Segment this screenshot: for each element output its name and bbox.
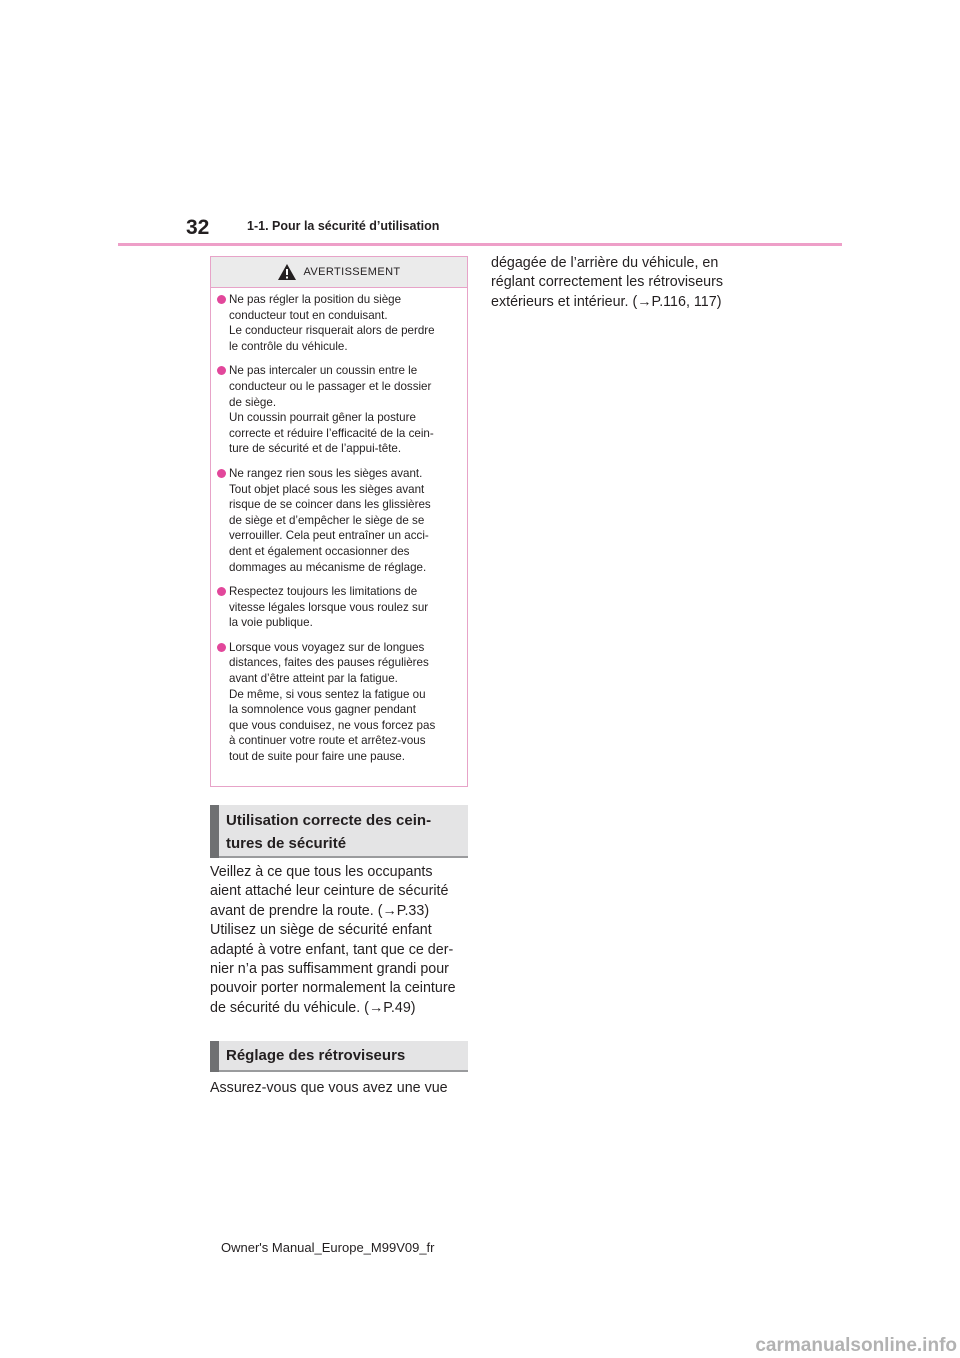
text-line: réglant correctement les rétroviseurs bbox=[491, 274, 724, 291]
warning-line: dommages au mécanisme de réglage. bbox=[229, 560, 427, 574]
warning-item bbox=[217, 640, 467, 765]
warning-line: le contrôle du véhicule. bbox=[229, 339, 348, 353]
warning-line: Lorsque vous voyagez sur de longues bbox=[229, 640, 425, 654]
heading-line: tures de sécurité bbox=[226, 835, 347, 852]
warning-line: de siège. bbox=[229, 395, 277, 409]
text-line: avant de prendre la route. (→P.33) bbox=[210, 902, 430, 919]
warning-item bbox=[217, 584, 467, 631]
warning-header bbox=[211, 257, 467, 288]
mirror-paragraph-start bbox=[210, 1079, 448, 1098]
warning-line: conducteur ou le passager et le dossier bbox=[229, 379, 432, 393]
section-title: 1-1. Pour la sécurité d’utilisation bbox=[247, 219, 440, 233]
heading-text bbox=[210, 1044, 468, 1067]
bullet-icon bbox=[217, 587, 226, 596]
page-number: 32 bbox=[186, 216, 210, 239]
warning-list bbox=[211, 288, 467, 765]
warning-line: dent et également occasionner des bbox=[229, 544, 410, 558]
warning-line: risque de se coincer dans les glissières bbox=[229, 498, 431, 512]
warning-triangle-icon bbox=[277, 263, 297, 281]
warning-line: tout de suite pour faire une pause. bbox=[229, 750, 405, 764]
watermark: carmanualsonline.info bbox=[755, 1335, 957, 1356]
text-line: nier n’a pas suffisamment grandi pour bbox=[210, 961, 449, 978]
heading-line: Utilisation correcte des cein- bbox=[226, 812, 432, 829]
text-line: dégagée de l’arrière du véhicule, en bbox=[491, 255, 719, 271]
warning-line: Tout objet placé sous les sièges avant bbox=[229, 482, 425, 496]
text-line: Veillez à ce que tous les occupants bbox=[210, 864, 433, 880]
warning-line: De même, si vous sentez la fatigue ou bbox=[229, 687, 426, 701]
warning-title: AVERTISSEMENT bbox=[303, 266, 401, 278]
heading-bar bbox=[210, 805, 219, 858]
warning-line: que vous conduisez, ne vous forcez pas bbox=[229, 718, 436, 732]
text-line: extérieurs et intérieur. (→P.116, 117) bbox=[491, 293, 722, 310]
text-line: aient attaché leur ceinture de sécurité bbox=[210, 883, 449, 900]
heading-bar bbox=[210, 1041, 219, 1072]
mirror-paragraph-continued bbox=[491, 254, 723, 312]
warning-line: avant d’être atteint par la fatigue. bbox=[229, 672, 398, 686]
warning-item bbox=[217, 466, 467, 575]
text-line: Utilisez un siège de sécurité enfant bbox=[210, 922, 432, 939]
bullet-icon bbox=[217, 643, 226, 652]
text-line: Assurez-vous que vous avez une vue bbox=[210, 1080, 448, 1096]
text-line: adapté à votre enfant, tant que ce der- bbox=[210, 941, 454, 958]
header-rule bbox=[118, 243, 842, 246]
warning-line: Le conducteur risquerait alors de perdre bbox=[229, 324, 435, 338]
warning-line: Ne pas régler la position du siège bbox=[229, 293, 402, 306]
warning-line: correcte et réduire l’efficacité de la cein- bbox=[229, 426, 434, 440]
warning-line: la voie publique. bbox=[229, 616, 313, 630]
warning-item bbox=[217, 292, 467, 354]
heading-line: Réglage des rétroviseurs bbox=[226, 1047, 406, 1064]
seatbelt-paragraph bbox=[210, 863, 456, 1018]
warning-line: Respectez toujours les limitations de bbox=[229, 585, 418, 599]
text-line: pouvoir porter normalement la ceinture bbox=[210, 980, 456, 997]
bullet-icon bbox=[217, 469, 226, 478]
warning-line: verrouiller. Cela peut entraîner un acci- bbox=[229, 529, 429, 543]
warning-line: à continuer votre route et arrêtez-vous bbox=[229, 734, 426, 748]
footer-text: Owner's Manual_Europe_M99V09_fr bbox=[221, 1240, 435, 1255]
warning-item bbox=[217, 363, 467, 457]
bullet-icon bbox=[217, 366, 226, 375]
warning-line: Ne rangez rien sous les sièges avant. bbox=[229, 466, 423, 480]
heading-seatbelts bbox=[210, 805, 468, 858]
warning-line: distances, faites des pauses régulières bbox=[229, 656, 429, 670]
warning-line: Ne pas intercaler un coussin entre le bbox=[229, 364, 418, 378]
warning-line: conducteur tout en conduisant. bbox=[229, 308, 388, 322]
warning-line: de siège et d’empêcher le siège de se bbox=[229, 513, 425, 527]
warning-box bbox=[210, 256, 468, 787]
warning-line: vitesse légales lorsque vous roulez sur bbox=[229, 600, 429, 614]
heading-text bbox=[210, 809, 468, 855]
heading-mirrors bbox=[210, 1041, 468, 1072]
bullet-icon bbox=[217, 295, 226, 304]
warning-line: la somnolence vous gagner pendant bbox=[229, 703, 416, 717]
warning-line: Un coussin pourrait gêner la posture bbox=[229, 411, 416, 425]
text-line: de sécurité du véhicule. (→P.49) bbox=[210, 999, 416, 1016]
warning-line: ture de sécurité et de l’appui-tête. bbox=[229, 442, 402, 456]
